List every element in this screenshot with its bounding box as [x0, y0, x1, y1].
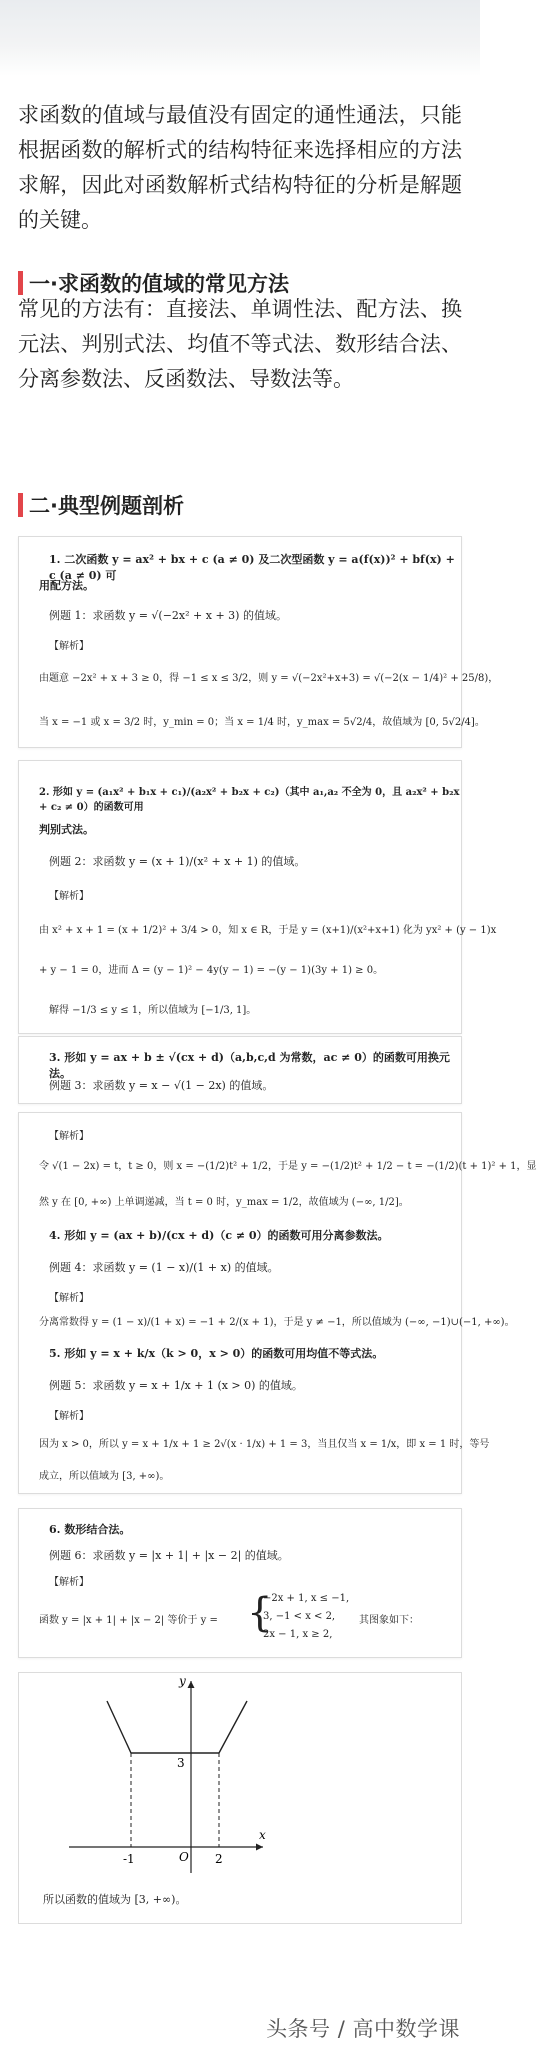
example-question: 例题 6：求函数 y = |x + 1| + |x − 2| 的值域。	[49, 1549, 289, 1562]
solution-line: 当 x = −1 或 x = 3/2 时，y_min = 0；当 x = 1/4 时，y_max = 5√2/4，故值域为 [0, 5√2/4]。	[39, 717, 485, 728]
graph-card	[18, 1672, 462, 1924]
piecewise-case: 3, −1 < x < 2,	[263, 1611, 336, 1622]
example-question: 例题 5：求函数 y = x + 1/x + 1 (x > 0) 的值域。	[49, 1379, 303, 1392]
example-question: 例题 2：求函数 y = (x + 1)/(x² + x + 1) 的值域。	[49, 855, 306, 868]
section-marker	[18, 493, 23, 517]
solution-label: 【解析】	[49, 1293, 89, 1304]
method-heading: 1. 二次函数 y = ax² + bx + c (a ≠ 0) 及二次型函数 y = a(f(x))² + bf(x) + c (a ≠ 0) 可	[49, 553, 455, 582]
piecewise-case: 2x − 1, x ≥ 2,	[263, 1629, 333, 1640]
solution-line: 成立，所以值域为 [3, +∞)。	[39, 1471, 170, 1482]
value-label-3: 3	[177, 1756, 185, 1770]
x-axis-label: x	[259, 1828, 266, 1842]
footer-watermark: 头条号 / 高中数学课	[266, 2017, 460, 2041]
example-question: 例题 3：求函数 y = x − √(1 − 2x) 的值域。	[49, 1079, 274, 1092]
graph-caption: 所以函数的值域为 [3, +∞)。	[43, 1893, 187, 1906]
solution-line: + y − 1 = 0，进而 Δ = (y − 1)² − 4y(y − 1) = −(y − 1)(3y + 1) ≥ 0。	[39, 965, 384, 976]
intro-paragraph: 求函数的值域与最值没有固定的通性通法，只能根据函数的解析式的结构特征来选择相应的方法求解，因此对函数解析式结构特征的分析是解题的关键。	[18, 103, 462, 232]
solution-line: 由题意 −2x² + x + 3 ≥ 0，得 −1 ≤ x ≤ 3/2，则 y = √(−2x²+x+3) = √(−2(x − 1/4)² + 25/8)，	[39, 673, 499, 684]
section-title: 二·典型例题剖析	[29, 494, 184, 518]
methods-paragraph: 常见的方法有：直接法、单调性法、配方法、换元法、判别式法、均值不等式法、数形结合法、分离参数法、反函数法、导数法等。	[18, 297, 462, 391]
example-question: 例题 1：求函数 y = √(−2x² + x + 3) 的值域。	[49, 609, 287, 622]
section-heading-examples	[18, 490, 184, 520]
method-heading: 2. 形如 y = (a₁x² + b₁x + c₁)/(a₂x² + b₂x + c₂)（其中 a₁,a₂ 不全为 0，且 a₂x² + b₂x + c₂ ≠ 0）的函数可用	[39, 787, 460, 813]
example-card-2	[18, 760, 497, 1034]
example-card-5	[18, 1508, 462, 1658]
origin-label: O	[179, 1850, 189, 1864]
tick-label-neg1: -1	[123, 1852, 135, 1866]
top-header-strip	[0, 0, 480, 76]
solution-line: 其图象如下：	[359, 1615, 419, 1626]
piecewise-brace: {	[247, 1590, 273, 1636]
y-axis-label: y	[179, 1674, 186, 1688]
solution-label: 【解析】	[49, 1131, 89, 1142]
method-heading: 4. 形如 y = (ax + b)/(cx + d)（c ≠ 0）的函数可用分离参数法。	[49, 1229, 389, 1242]
function-curve	[107, 1701, 247, 1753]
example-card-4	[18, 1112, 537, 1494]
solution-line: 分离常数得 y = (1 − x)/(1 + x) = −1 + 2/(x + 1)，于是 y ≠ −1，所以值域为 (−∞, −1)∪(−1, +∞)。	[39, 1317, 515, 1328]
method-heading-cont: 判别式法。	[39, 823, 94, 836]
example-card-1	[18, 536, 499, 748]
solution-label: 【解析】	[49, 1577, 89, 1588]
example-question: 例题 4：求函数 y = (1 − x)/(1 + x) 的值域。	[49, 1261, 279, 1274]
solution-line: 解得 −1/3 ≤ y ≤ 1，所以值域为 [−1/3, 1]。	[49, 1005, 257, 1016]
tick-label-2: 2	[215, 1852, 223, 1866]
section-title: 一·求函数的值域的常见方法	[29, 272, 289, 296]
method-heading: 5. 形如 y = x + k/x（k > 0，x > 0）的函数可用均值不等式法。	[49, 1347, 384, 1360]
example-card-3	[18, 1036, 462, 1104]
method-heading: 6. 数形结合法。	[49, 1523, 131, 1536]
solution-line: 函数 y = |x + 1| + |x − 2| 等价于 y =	[39, 1615, 218, 1626]
solution-label: 【解析】	[49, 1411, 89, 1422]
solution-line: 因为 x > 0，所以 y = x + 1/x + 1 ≥ 2√(x · 1/x) + 1 = 3，当且仅当 x = 1/x，即 x = 1 时，等号	[39, 1439, 490, 1450]
piecewise-case: −2x + 1, x ≤ −1,	[263, 1593, 350, 1604]
method-heading-cont: 用配方法。	[39, 579, 94, 592]
method-heading: 3. 形如 y = ax + b ± √(cx + d)（a,b,c,d 为常数，ac ≠ 0）的函数可用换元法。	[49, 1051, 450, 1080]
piecewise-graph	[19, 1673, 463, 1883]
solution-line: 由 x² + x + 1 = (x + 1/2)² + 3/4 > 0，知 x ∈ R，于是 y = (x+1)/(x²+x+1) 化为 yx² + (y − 1)x	[39, 925, 497, 936]
solution-label: 【解析】	[49, 641, 89, 652]
solution-line: 然 y 在 [0, +∞) 上单调递减，当 t = 0 时，y_max = 1/2，故值域为 (−∞, 1/2]。	[39, 1197, 409, 1208]
solution-line: 令 √(1 − 2x) = t，t ≥ 0，则 x = −(1/2)t² + 1/2，于是 y = −(1/2)t² + 1/2 − t = −(1/2)(t + 1)² + 1，显	[39, 1161, 537, 1172]
solution-label: 【解析】	[49, 891, 89, 902]
